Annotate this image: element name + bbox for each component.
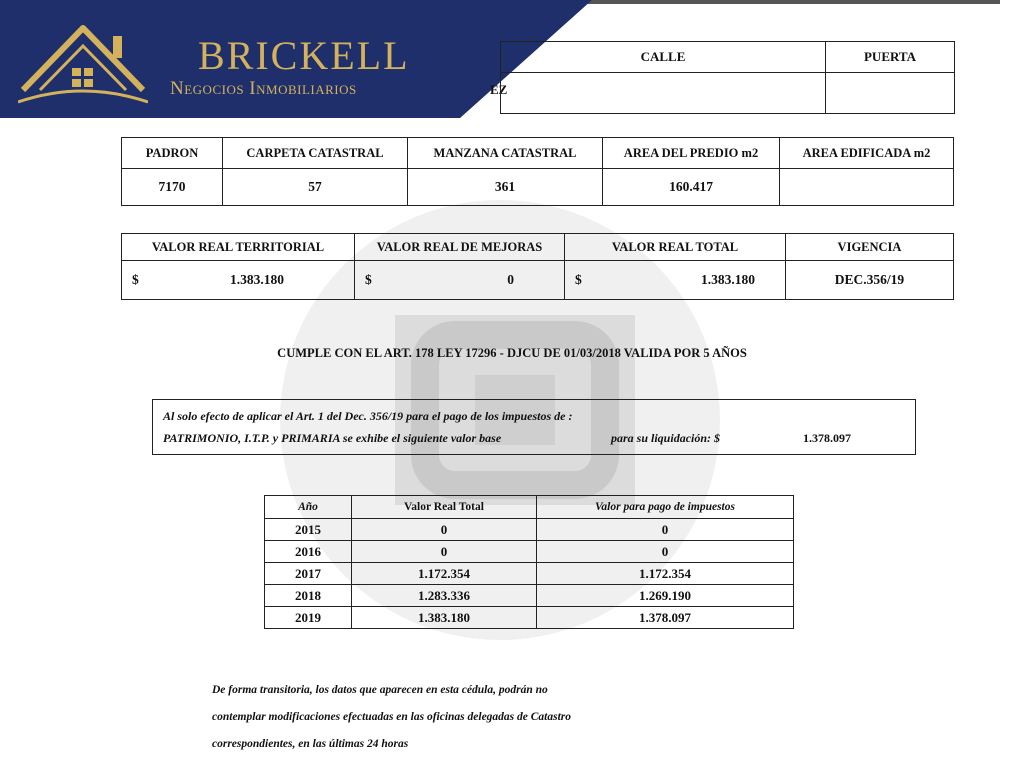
- top-rule: [580, 0, 1000, 4]
- year-cell: 2018: [265, 585, 352, 607]
- vigencia-value: DEC.356/19: [786, 261, 954, 300]
- padron-header: PADRON: [122, 138, 223, 169]
- area-predio-header: AREA DEL PREDIO m2: [603, 138, 780, 169]
- valor-real-header: Valor Real Total: [352, 496, 537, 519]
- manzana-header: MANZANA CATASTRAL: [408, 138, 603, 169]
- valor-impuestos-cell: 1.378.097: [537, 607, 794, 629]
- currency-symbol: $: [575, 272, 582, 287]
- year-cell: 2015: [265, 519, 352, 541]
- valor-impuestos-cell: 0: [537, 541, 794, 563]
- table-row: [265, 541, 794, 563]
- brand-tagline: Negocios Inmobiliarios: [170, 78, 357, 99]
- total-value: 1.383.180: [701, 272, 755, 287]
- manzana-value: 361: [408, 169, 603, 206]
- valor-real-cell: 1.283.336: [352, 585, 537, 607]
- mejoras-cell: [355, 261, 565, 300]
- house-logo-icon: [18, 20, 148, 104]
- currency-symbol: $: [365, 272, 372, 287]
- table-row: [265, 585, 794, 607]
- year-cell: 2019: [265, 607, 352, 629]
- carpeta-header: CARPETA CATASTRAL: [223, 138, 408, 169]
- years-table: [264, 495, 794, 629]
- cumple-statement: CUMPLE CON EL ART. 178 LEY 17296 - DJCU DE 01/03/2018 VALIDA POR 5 AÑOS: [277, 346, 747, 360]
- valor-impuestos-cell: 1.269.190: [537, 585, 794, 607]
- valores-table: [121, 233, 954, 300]
- note-line-2: contemplar modificaciones efectuadas en las oficinas delegadas de Catastro: [212, 711, 572, 723]
- box-line-1: Al solo efecto de aplicar el Art. 1 del Dec. 356/19 para el pago de los impuestos de :: [163, 409, 573, 423]
- valor-impuestos-cell: 1.172.354: [537, 563, 794, 585]
- brand-name: BRICKELL: [198, 33, 410, 78]
- catastro-table: [121, 137, 954, 206]
- address-partial-text: EZ: [490, 82, 508, 97]
- calle-value: [501, 73, 826, 114]
- carpeta-value: 57: [223, 169, 408, 206]
- box-line-2: PATRIMONIO, I.T.P. y PRIMARIA se exhibe el siguiente valor base: [163, 431, 502, 445]
- area-edificada-header: AREA EDIFICADA m2: [780, 138, 954, 169]
- year-header: Año: [265, 496, 352, 519]
- year-cell: 2016: [265, 541, 352, 563]
- puerta-value: [826, 73, 955, 114]
- total-cell: [565, 261, 786, 300]
- area-predio-value: 160.417: [603, 169, 780, 206]
- table-row: [265, 607, 794, 629]
- vigencia-header: VIGENCIA: [786, 234, 954, 261]
- table-row: [265, 519, 794, 541]
- currency-symbol: $: [132, 272, 139, 287]
- valor-impuestos-header: Valor para pago de impuestos: [537, 496, 794, 519]
- valor-real-cell: 0: [352, 541, 537, 563]
- valor-real-cell: 1.172.354: [352, 563, 537, 585]
- note-line-3: correspondientes, en las últimas 24 horas: [212, 738, 409, 750]
- year-cell: 2017: [265, 563, 352, 585]
- padron-value: 7170: [122, 169, 223, 206]
- valor-real-cell: 1.383.180: [352, 607, 537, 629]
- territorial-value: 1.383.180: [230, 272, 284, 287]
- box-amount: 1.378.097: [803, 431, 851, 445]
- puerta-header: PUERTA: [826, 42, 955, 73]
- total-header: VALOR REAL TOTAL: [565, 234, 786, 261]
- note-line-1: De forma transitoria, los datos que aparecen en esta cédula, podrán no: [212, 684, 548, 696]
- mejoras-value: 0: [507, 272, 514, 287]
- valor-base-box: [152, 399, 916, 455]
- table-row: [265, 563, 794, 585]
- valor-impuestos-cell: 0: [537, 519, 794, 541]
- valor-real-cell: 0: [352, 519, 537, 541]
- territorial-cell: [122, 261, 355, 300]
- calle-header: CALLE: [501, 42, 826, 73]
- territorial-header: VALOR REAL TERRITORIAL: [122, 234, 355, 261]
- address-table: [500, 41, 955, 114]
- area-edificada-value: [780, 169, 954, 206]
- mejoras-header: VALOR REAL DE MEJORAS: [355, 234, 565, 261]
- box-line-2b: para su liquidación: $: [611, 431, 721, 445]
